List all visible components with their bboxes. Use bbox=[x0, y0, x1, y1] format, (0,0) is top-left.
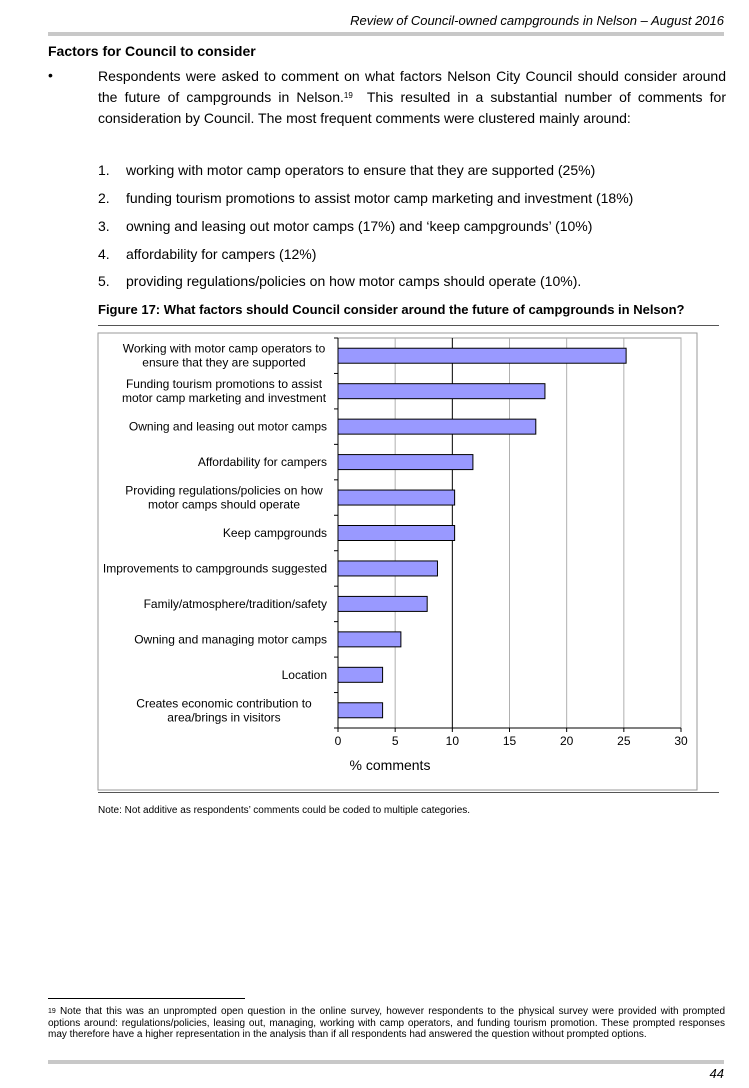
page-number: 44 bbox=[709, 1066, 724, 1081]
list-number: 4. bbox=[98, 246, 110, 262]
bar bbox=[338, 348, 626, 363]
category-label-line: Owning and leasing out motor camps bbox=[128, 419, 327, 434]
bar bbox=[338, 526, 455, 541]
category-label-line: Creates economic contribution to bbox=[136, 696, 312, 711]
x-tick-label: 15 bbox=[502, 734, 517, 748]
bar bbox=[338, 490, 455, 505]
category-label bbox=[103, 561, 327, 575]
bar bbox=[338, 667, 383, 682]
footnote-rule bbox=[48, 998, 245, 999]
category-label bbox=[198, 455, 327, 469]
x-tick-label: 30 bbox=[674, 734, 688, 748]
footnote bbox=[48, 1006, 725, 1041]
category-label bbox=[129, 420, 327, 434]
bar bbox=[338, 703, 383, 718]
figure-caption: Figure 17: What factors should Council consider around the future of campgrounds in Nelson? bbox=[98, 302, 685, 317]
category-label bbox=[122, 377, 327, 405]
x-axis-title: % comments bbox=[349, 757, 431, 773]
category-label-line: Working with motor camp operators to bbox=[122, 341, 326, 356]
category-label-line: ensure that they are supported bbox=[142, 355, 306, 370]
category-label-line: Owning and managing motor camps bbox=[134, 632, 327, 647]
category-label bbox=[125, 484, 323, 512]
bar bbox=[338, 632, 401, 647]
footnote-number: 19 bbox=[48, 1008, 56, 1015]
intro-text-part1: Respondents were asked to comment on what factors Nelson City Council should consider around the future of campgrounds in Nelson. bbox=[98, 68, 726, 105]
list-text: funding tourism promotions to assist motor camp marketing and investment (18%) bbox=[126, 190, 634, 206]
list-text: working with motor camp operators to ensure that they are supported (25%) bbox=[126, 162, 596, 178]
list-number: 3. bbox=[98, 218, 110, 234]
category-label-line: Providing regulations/policies on how bbox=[125, 483, 323, 498]
intro-text-part2: This resulted in a substantial number of comments for consideration by Council. The most frequent comments were clustered mainly around: bbox=[98, 89, 726, 126]
list-text: providing regulations/policies on how motor camps should operate (10%). bbox=[126, 273, 582, 289]
x-tick-label: 10 bbox=[445, 734, 460, 748]
category-label bbox=[282, 668, 327, 682]
bar bbox=[338, 384, 545, 399]
category-label-line: motor camps should operate bbox=[147, 497, 301, 512]
bar bbox=[338, 455, 473, 470]
list-number: 5. bbox=[98, 273, 110, 289]
bar bbox=[338, 596, 427, 611]
category-label-line: Affordability for campers bbox=[197, 455, 327, 470]
figure-bottom-rule bbox=[98, 792, 719, 793]
list-text: affordability for campers (12%) bbox=[126, 246, 317, 262]
category-label-line: Keep campgrounds bbox=[222, 526, 327, 540]
category-label bbox=[223, 526, 327, 540]
bullet-marker: • bbox=[48, 67, 53, 83]
x-tick-label: 20 bbox=[559, 734, 574, 748]
list-number: 1. bbox=[98, 162, 110, 178]
category-label-line: motor camp marketing and investment bbox=[121, 391, 327, 406]
footer-rule bbox=[48, 1060, 724, 1064]
list-text: owning and leasing out motor camps (17%) and ‘keep campgrounds’ (10%) bbox=[126, 218, 593, 234]
footnote-reference: 19 bbox=[343, 91, 353, 100]
category-label-line: Funding tourism promotions to assist bbox=[125, 377, 323, 392]
section-heading: Factors for Council to consider bbox=[48, 43, 256, 59]
category-label bbox=[123, 342, 326, 370]
footnote-text: Note that this was an unprompted open question in the online survey, however respondents to the physical survey were provided with prompted options around: regulations/policies, leasing out, managing, working with camp operators, and funding tourism promotion. These prompted responses may therefore have a higher representation in the analysis than if all respondents had answered the question without prompted options. bbox=[48, 1006, 726, 1040]
category-label-line: Family/atmosphere/tradition/safety bbox=[143, 596, 327, 611]
category-label-line: Improvements to campgrounds suggested bbox=[102, 561, 327, 576]
bar bbox=[338, 419, 536, 434]
category-label bbox=[144, 597, 327, 611]
category-label bbox=[134, 632, 327, 646]
category-label-line: area/brings in visitors bbox=[167, 710, 281, 725]
list-number: 2. bbox=[98, 190, 110, 206]
category-label-line: Location bbox=[281, 667, 327, 682]
bar bbox=[338, 561, 437, 576]
x-tick-label: 0 bbox=[334, 734, 342, 748]
x-tick-label: 25 bbox=[617, 734, 631, 748]
figure-note: Note: Not additive as respondents’ comments could be coded to multiple categories. bbox=[98, 805, 471, 816]
x-tick-label: 5 bbox=[391, 734, 399, 748]
document-header-title: Review of Council-owned campgrounds in Nelson – August 2016 bbox=[350, 13, 724, 28]
